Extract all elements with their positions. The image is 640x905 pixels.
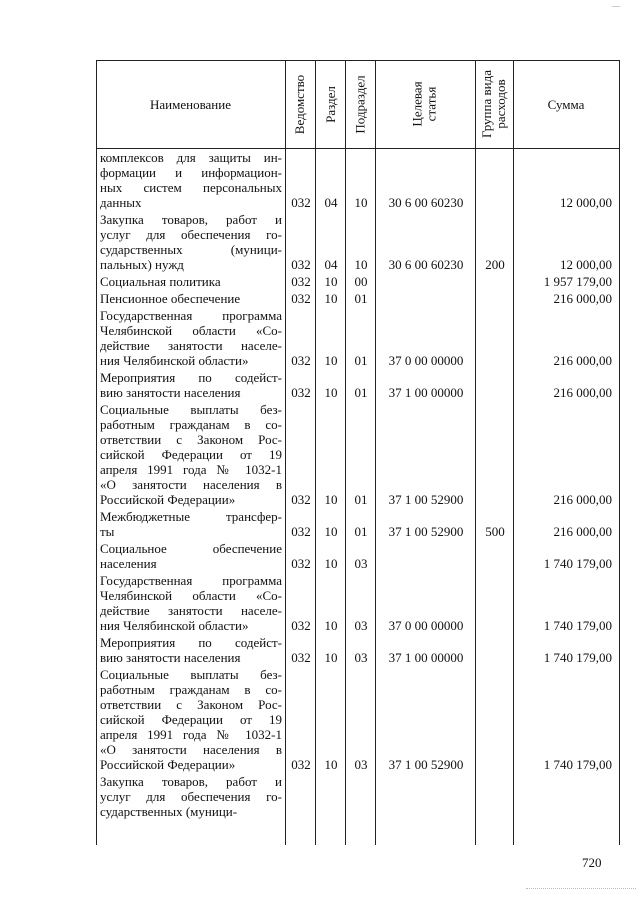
row-name-line: Социальная политика [100, 274, 221, 289]
row-name [100, 541, 282, 571]
row-name-line: Челябинской области «Со- [100, 588, 282, 603]
row-name-line: населения [100, 556, 157, 571]
row-name-line: Социальные выплаты без- [100, 667, 282, 682]
row-name-line: действие занятости населе- [100, 338, 282, 353]
row-podrazdel: 10 [354, 195, 368, 210]
row-vedomstvo: 032 [291, 650, 311, 665]
row-name [100, 635, 282, 665]
row-vedomstvo: 032 [291, 492, 311, 507]
row-vedomstvo: 032 [291, 757, 311, 772]
header-razdel: Раздел [322, 85, 338, 123]
row-vedomstvo: 032 [291, 524, 311, 539]
row-podrazdel: 03 [354, 757, 368, 772]
row-tselevaya-statya: 37 0 00 00000 [388, 618, 464, 633]
row-razdel: 10 [324, 385, 338, 400]
header-name: Наименование [150, 96, 231, 112]
row-name [100, 150, 282, 210]
row-gruppa: 200 [485, 257, 505, 272]
page-number: 720 [582, 855, 602, 870]
row-name [100, 573, 282, 633]
row-summa: 216 000,00 [553, 492, 612, 507]
row-name-line: Государственная программа [100, 308, 282, 323]
row-name [100, 402, 282, 507]
row-podrazdel: 01 [354, 524, 368, 539]
row-razdel: 10 [324, 492, 338, 507]
row-name-line: ответствии с Законом Рос- [100, 697, 282, 712]
row-name-line: «О занятости населения в [100, 477, 282, 492]
row-name-line: работным гражданам в со- [100, 417, 282, 432]
row-name [100, 774, 282, 819]
row-name-line: ты [100, 524, 115, 539]
header-tselevaya-statya: Целевая статья [409, 81, 439, 127]
row-name-line: действие занятости населе- [100, 603, 282, 618]
row-tselevaya-statya: 37 1 00 52900 [388, 492, 464, 507]
row-summa: 1 740 179,00 [543, 650, 612, 665]
row-razdel: 10 [324, 353, 338, 368]
row-vedomstvo: 032 [291, 291, 311, 306]
row-vedomstvo: 032 [291, 385, 311, 400]
row-name-line: услуг для обеспечения го- [100, 789, 282, 804]
row-name-line: комплексов для защиты ин- [100, 150, 282, 165]
row-tselevaya-statya: 37 1 00 52900 [388, 757, 464, 772]
row-name-line: Государственная программа [100, 573, 282, 588]
row-name-line: Мероприятия по содейст- [100, 370, 282, 385]
scan-artifact [612, 6, 620, 7]
row-name-line: формации и информацион- [100, 165, 282, 180]
row-razdel: 10 [324, 757, 338, 772]
row-tselevaya-statya: 37 1 00 00000 [388, 385, 464, 400]
row-name-line: Закупка товаров, работ и [100, 774, 282, 789]
row-podrazdel: 01 [354, 291, 368, 306]
row-name-line: Челябинской области «Со- [100, 323, 282, 338]
row-podrazdel: 10 [354, 257, 368, 272]
row-gruppa: 500 [485, 524, 505, 539]
row-name-line: Закупка товаров, работ и [100, 212, 282, 227]
row-name-line: Социальные выплаты без- [100, 402, 282, 417]
row-name [100, 370, 282, 400]
row-podrazdel: 01 [354, 353, 368, 368]
row-razdel: 10 [324, 650, 338, 665]
header-summa: Сумма [547, 96, 585, 112]
row-name-line: работным гражданам в со- [100, 682, 282, 697]
row-name-line: сийской Федерации от 19 [100, 712, 282, 727]
row-tselevaya-statya: 37 0 00 00000 [388, 353, 464, 368]
row-vedomstvo: 032 [291, 274, 311, 289]
row-vedomstvo: 032 [291, 195, 311, 210]
row-tselevaya-statya: 37 1 00 00000 [388, 650, 464, 665]
row-summa: 216 000,00 [553, 353, 612, 368]
row-vedomstvo: 032 [291, 618, 311, 633]
row-summa: 216 000,00 [553, 385, 612, 400]
row-name-line: Социальное обеспечение [100, 541, 282, 556]
row-name-line: вию занятости населения [100, 650, 241, 665]
row-razdel: 10 [324, 524, 338, 539]
row-name-line: данных [100, 195, 142, 210]
row-name [100, 308, 282, 368]
row-name [100, 291, 282, 306]
row-name-line: Российской Федерации» [100, 757, 236, 772]
budget-table [96, 60, 620, 845]
row-podrazdel: 00 [354, 274, 368, 289]
row-razdel: 10 [324, 618, 338, 633]
row-name-line: Российской Федерации» [100, 492, 236, 507]
row-podrazdel: 01 [354, 492, 368, 507]
row-tselevaya-statya: 30 6 00 60230 [388, 195, 464, 210]
row-name [100, 509, 282, 539]
row-name-line: сударственных (муници- [100, 242, 282, 257]
row-name-line: сударственных (муници- [100, 804, 238, 819]
header-podrazdel: Подраздел [352, 74, 368, 134]
header-gruppa-vida-raskhodov: Группа вида расходов [479, 70, 509, 138]
row-tselevaya-statya: 37 1 00 52900 [388, 524, 464, 539]
row-razdel: 10 [324, 556, 338, 571]
row-name-line: ния Челябинской области» [100, 618, 249, 633]
row-summa: 1 957 179,00 [543, 274, 612, 289]
row-name-line: пальных) нужд [100, 257, 184, 272]
footer-rule [526, 888, 636, 889]
row-name-line: Мероприятия по содейст- [100, 635, 282, 650]
row-name-line: апреля 1991 года № 1032-1 [100, 727, 282, 742]
row-vedomstvo: 032 [291, 257, 311, 272]
row-name-line: Межбюджетные трансфер- [100, 509, 282, 524]
row-summa: 12 000,00 [560, 257, 612, 272]
row-vedomstvo: 032 [291, 353, 311, 368]
row-name-line: «О занятости населения в [100, 742, 282, 757]
row-name-line: вию занятости населения [100, 385, 241, 400]
row-summa: 216 000,00 [553, 524, 612, 539]
row-summa: 1 740 179,00 [543, 556, 612, 571]
header-vedomstvo: Ведомство [292, 74, 308, 134]
row-name-line: Пенсионное обеспечение [100, 291, 241, 306]
row-name-line: услуг для обеспечения го- [100, 227, 282, 242]
row-razdel: 10 [324, 291, 338, 306]
row-razdel: 04 [324, 257, 338, 272]
row-name [100, 667, 282, 772]
row-podrazdel: 03 [354, 556, 368, 571]
row-summa: 1 740 179,00 [543, 757, 612, 772]
row-tselevaya-statya: 30 6 00 60230 [388, 257, 464, 272]
row-summa: 1 740 179,00 [543, 618, 612, 633]
row-razdel: 10 [324, 274, 338, 289]
row-name-line: сийской Федерации от 19 [100, 447, 282, 462]
row-name [100, 274, 282, 289]
row-summa: 216 000,00 [553, 291, 612, 306]
row-name-line: ния Челябинской области» [100, 353, 249, 368]
row-podrazdel: 03 [354, 650, 368, 665]
row-name-line: ответствии с Законом Рос- [100, 432, 282, 447]
row-name [100, 212, 282, 272]
row-razdel: 04 [324, 195, 338, 210]
row-podrazdel: 01 [354, 385, 368, 400]
row-name-line: ных систем персональных [100, 180, 282, 195]
row-name-line: апреля 1991 года № 1032-1 [100, 462, 282, 477]
row-vedomstvo: 032 [291, 556, 311, 571]
row-summa: 12 000,00 [560, 195, 612, 210]
row-podrazdel: 03 [354, 618, 368, 633]
